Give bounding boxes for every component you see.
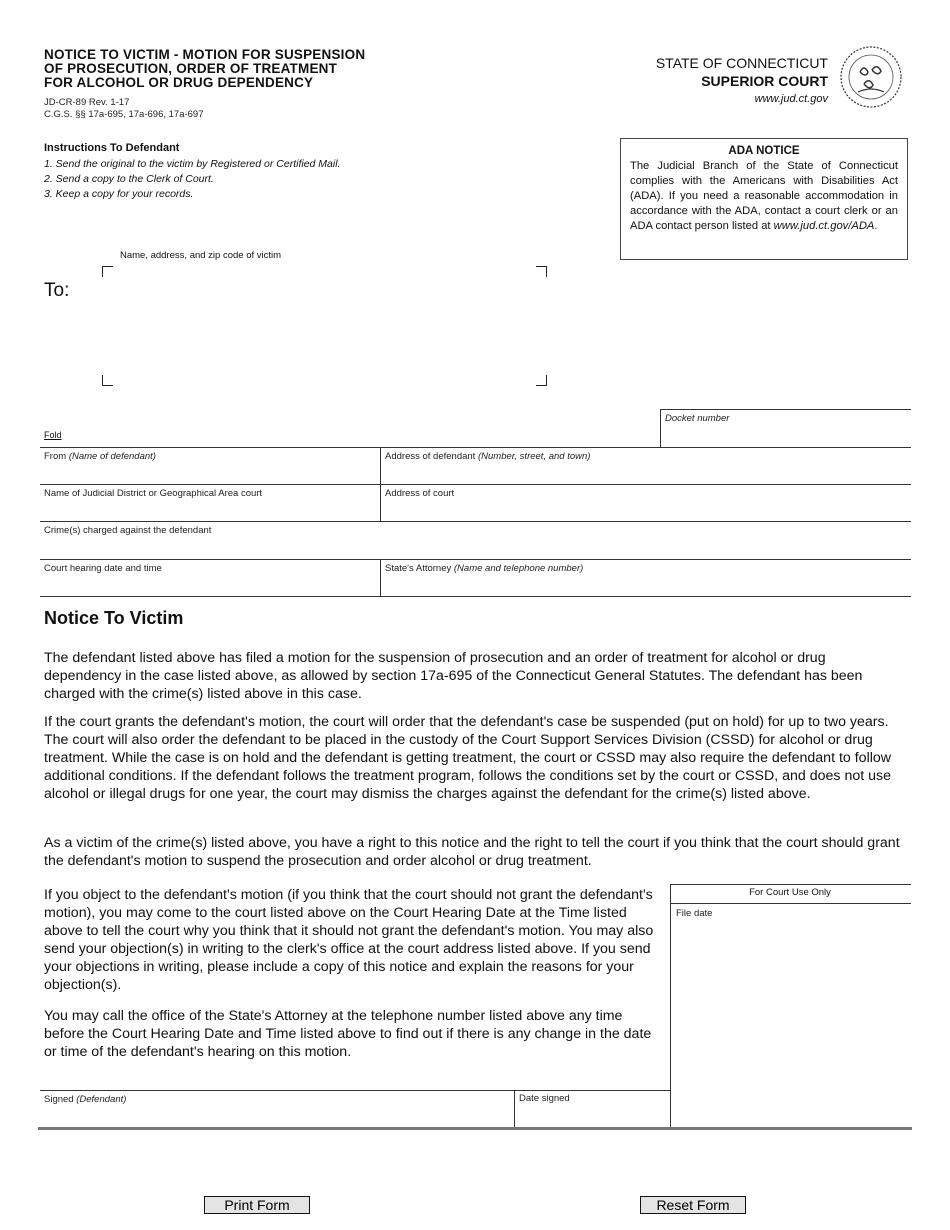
signature-top-line [40,1090,670,1091]
form-statutes: C.G.S. §§ 17a-695, 17a-696, 17a-697 [44,109,204,120]
instruction-item: 2. Send a copy to the Clerk of Court. [44,173,214,185]
notice-paragraph: If you object to the defendant's motion (if you think that the court should not grant the defendant's motion), you may come to the court listed above on the Court Hearing Date at the Time listed above to tell the court why you think that it should not grant the defendant's motion. You may also send your objection(s) in writing to the clerk's office at the court address listed above. If you send your objections in writing, please include a copy of this notice and explain the reasons for your objection(s). [44,887,654,993]
form-number: JD-CR-89 Rev. 1-17 [44,97,130,108]
form-title-line: OF PROSECUTION, ORDER OF TREATMENT [44,61,338,76]
hearing-date-field[interactable]: Court hearing date and time [44,563,162,574]
date-signed-field[interactable]: Date signed [519,1093,570,1104]
states-attorney-field[interactable]: State's Attorney (Name and telephone number) [385,563,584,574]
crimes-charged-field[interactable]: Crime(s) charged against the defendant [44,525,212,536]
docket-number-label[interactable]: Docket number [665,413,730,424]
field-row-line [40,521,911,522]
ada-end: . [874,220,878,232]
field-row-line [40,484,911,485]
instruction-item: 3. Keep a copy for your records. [44,188,194,200]
signature-divider [514,1090,515,1129]
form-title [44,48,365,90]
notice-paragraph: The defendant listed above has filed a motion for the suspension of prosecution and an order of treatment for alcohol or drug dependency in the case listed above, as allowed by section 17a-695 of the Connecticut General Statutes. The defendant has been charged with the crime(s) listed above in this case. [44,650,863,702]
notice-paragraph: As a victim of the crime(s) listed above, you have a right to this notice and the right to tell the court if you think that the court should grant the defendant's motion to suspend the prosecution and order alcohol or drug treatment. [44,835,900,869]
court-address-field[interactable]: Address of court [385,488,455,499]
docket-top-line [660,409,911,410]
field-row-line [40,559,911,560]
form-title-line: FOR ALCOHOL OR DRUG DEPENDENCY [44,75,314,90]
state-name: STATE OF CONNECTICUT [655,55,828,71]
court-url: www.jud.ct.gov [754,93,828,105]
ada-heading: ADA NOTICE [728,145,800,157]
to-label: To: [44,280,70,301]
docket-divider [660,409,661,447]
notice-paragraph: If the court grants the defendant's motion, the court will order that the defendant's case be suspended (put on hold) for up to two years. The court will also order the defendant to be placed in the custody of the Court Support Services Division (CSSD) for alcohol or drug treatment. While the case is on hold and the defendant is getting treatment, the court or CSSD may also require the defendant to follow additional conditions. If the defendant follows the treatment program, follows the conditions set by the court or CSSD, and does not use alcohol or illegal drugs for one year, the court may dismiss the charges against the defendant for the crime(s) listed above. [44,714,892,802]
fold-label: Fold [44,430,62,440]
address-corner-bottom-right [536,375,547,386]
from-defendant-field[interactable]: From (Name of defendant) [44,451,156,462]
ada-body: The Judicial Branch of the State of Connecticut complies with the Americans with Disabilities Act (ADA). If you need a reasonable accommodation in accordance with the ADA, contact a court clerk or an ADA contact person listed at [630,160,898,232]
signed-defendant-field[interactable]: Signed (Defendant) [44,1094,127,1105]
court-use-divider [670,884,671,1129]
notice-paragraph: You may call the office of the State's Attorney at the telephone number listed above any time before the Court Hearing Date and Time listed above to find out if there is any change in the date or time of the defendant's hearing on this motion. [44,1008,652,1060]
ada-link[interactable]: www.jud.ct.gov/ADA [773,220,875,232]
address-corner-top-right [536,266,547,277]
field-divider [380,559,381,596]
ada-notice [620,138,908,260]
judicial-district-field[interactable]: Name of Judicial District or Geographical Area court [44,488,263,499]
address-corner-bottom-left [102,375,113,386]
court-use-heading-line [670,903,911,904]
court-use-top-line [670,884,911,885]
instructions-heading: Instructions To Defendant [44,142,180,154]
field-row-line [40,596,911,597]
print-form-button[interactable]: Print Form [204,1196,310,1214]
court-header [600,54,828,108]
form-title-line: NOTICE TO VICTIM - MOTION FOR SUSPENSION [44,47,366,62]
field-row-line [40,447,911,448]
state-seal-icon [836,42,906,112]
address-corner-top-left [102,266,113,277]
notice-heading: Notice To Victim [44,608,184,628]
instructions-list [44,157,340,202]
reset-form-button[interactable]: Reset Form [640,1196,746,1214]
court-name: SUPERIOR COURT [701,73,828,89]
court-use-heading: For Court Use Only [749,887,831,898]
defendant-address-field[interactable]: Address of defendant (Number, street, and town) [385,451,591,462]
form-bottom-rule [38,1127,912,1130]
file-date-field[interactable]: File date [676,908,713,919]
instruction-item: 1. Send the original to the victim by Registered or Certified Mail. [44,158,341,170]
victim-address-label: Name, address, and zip code of victim [120,250,282,261]
form-number-block [44,97,204,121]
